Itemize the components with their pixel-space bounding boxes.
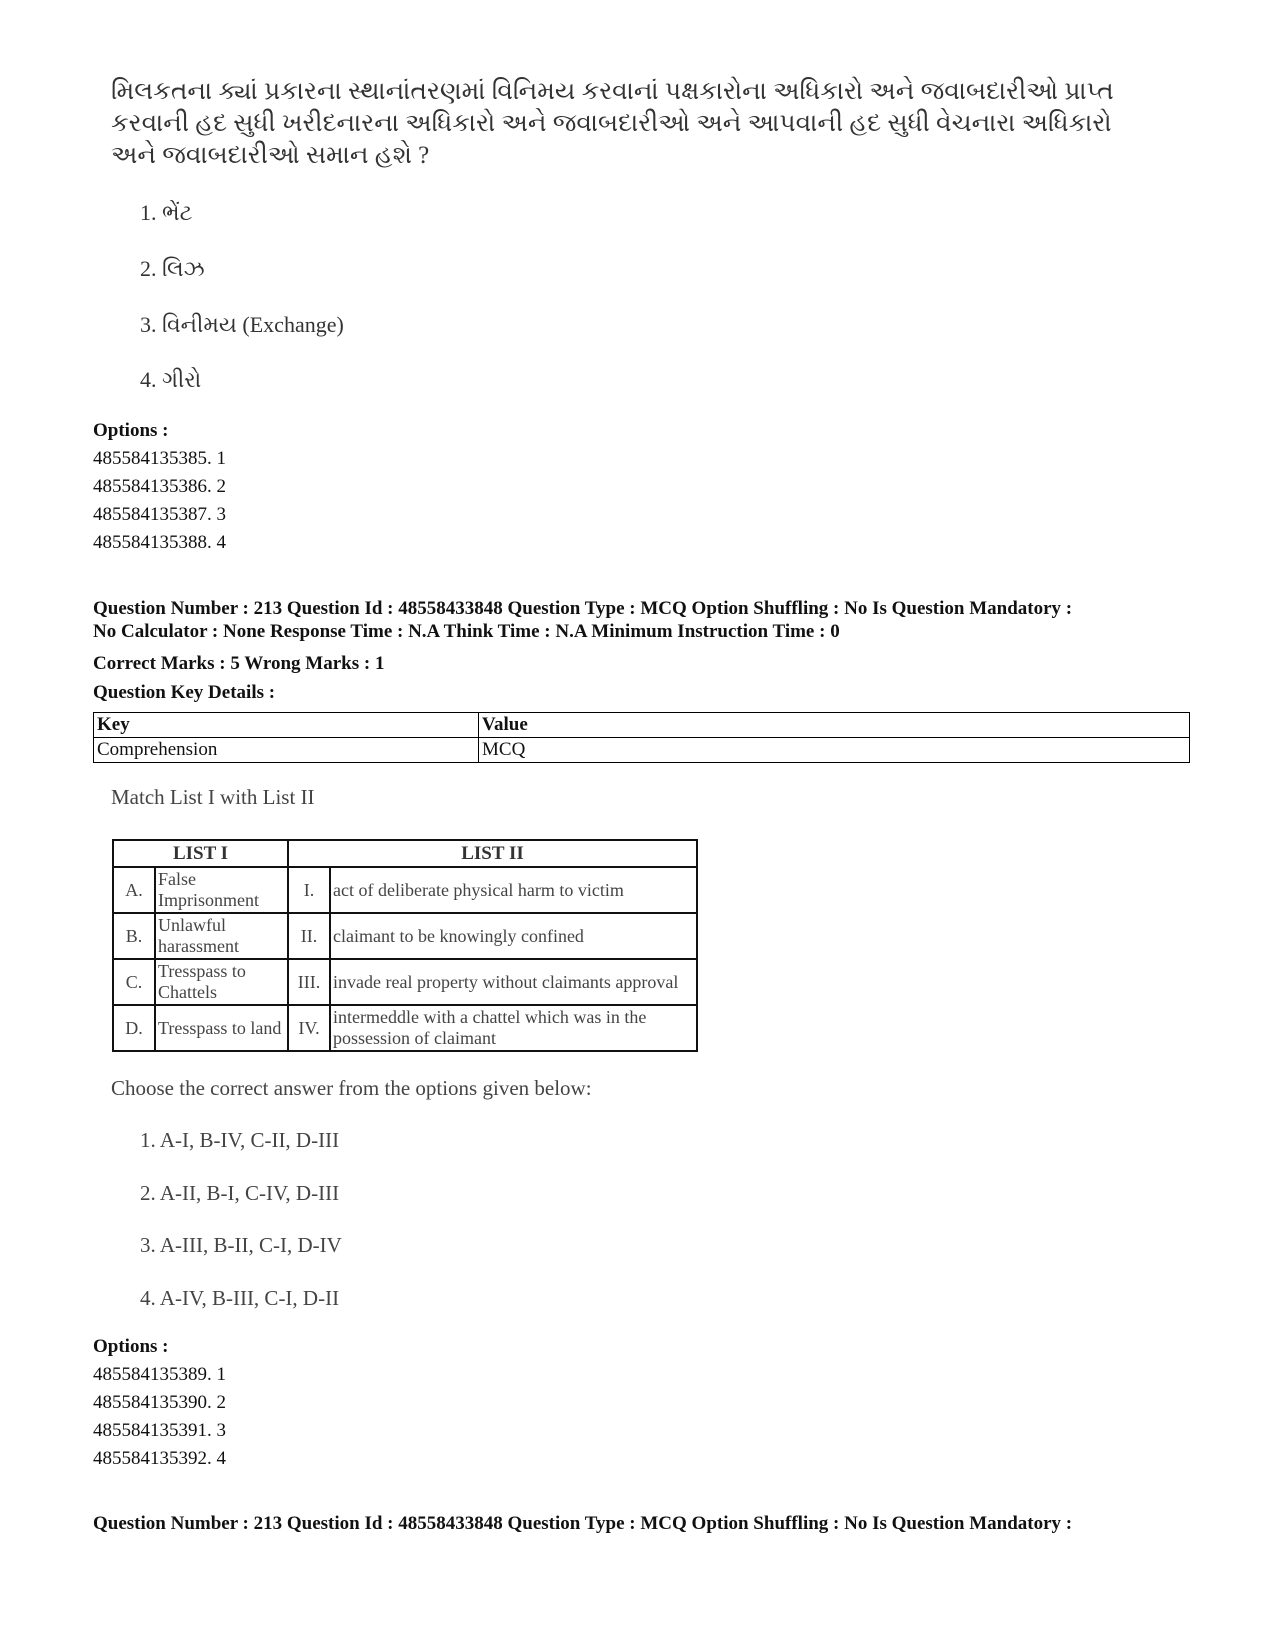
question-choice-3: 3. વિનીમય (Exchange) bbox=[140, 312, 344, 337]
match-letter: B. bbox=[113, 913, 155, 959]
match-desc: act of deliberate physical harm to victim bbox=[330, 867, 697, 913]
match-roman: I. bbox=[288, 867, 330, 913]
match-letter: D. bbox=[113, 1005, 155, 1051]
option-item: 485584135390. 2 bbox=[93, 1392, 226, 1413]
options-heading: Options : bbox=[93, 1336, 169, 1357]
list-one-header: LIST I bbox=[113, 840, 288, 867]
match-letter: A. bbox=[113, 867, 155, 913]
match-row bbox=[113, 959, 697, 1005]
question-choice-1: 1. ભેંટ bbox=[140, 200, 193, 225]
table-cell-key: Comprehension bbox=[94, 738, 479, 763]
option-item: 485584135392. 4 bbox=[93, 1448, 226, 1469]
match-item: False Imprisonment bbox=[155, 867, 288, 913]
option-item: 485584135388. 4 bbox=[93, 532, 226, 553]
match-table bbox=[112, 839, 698, 1052]
question-meta-line1: Question Number : 213 Question Id : 48558433848 Question Type : MCQ Option Shuffling : No Is Question Mandatory : bbox=[93, 598, 1073, 619]
match-item: Unlawful harassment bbox=[155, 913, 288, 959]
match-prompt: Match List I with List II bbox=[111, 785, 315, 809]
table-row bbox=[94, 738, 1190, 763]
match-choice-1: 1. A-I, B-IV, C-II, D-III bbox=[140, 1128, 340, 1152]
match-desc: intermeddle with a chattel which was in the possession of claimant bbox=[330, 1005, 697, 1051]
option-item: 485584135386. 2 bbox=[93, 476, 226, 497]
question-meta-line2: No Calculator : None Response Time : N.A Think Time : N.A Minimum Instruction Time : 0 bbox=[93, 621, 840, 642]
table-cell-value: MCQ bbox=[479, 738, 1190, 763]
match-row bbox=[113, 913, 697, 959]
question-meta-next: Question Number : 213 Question Id : 48558433848 Question Type : MCQ Option Shuffling : No Is Question Mandatory : bbox=[93, 1513, 1073, 1534]
question-meta bbox=[93, 597, 1203, 643]
options-heading: Options : bbox=[93, 420, 169, 441]
match-item: Tresspass to Chattels bbox=[155, 959, 288, 1005]
question-choice-2: 2. લિઝ bbox=[140, 256, 205, 281]
match-desc: claimant to be knowingly confined bbox=[330, 913, 697, 959]
question-text-gujarati: મિલકતના ક્યાં પ્રકારના સ્થાનાંતરણમાં વિનિમય કરવાનાં પક્ષકારોના અધિકારો અને જવાબદારીઓ પ્રાપ્ત કરવાની હદ સુધી ખરીદનારના અધિકારો અને જવાબદારીઓ અને આપવાની હદ સુધી વેચનારા અધિકારો અને જવાબદારીઓ સમાન હશે ? bbox=[111, 78, 1114, 169]
match-desc: invade real property without claimants approval bbox=[330, 959, 697, 1005]
option-item: 485584135387. 3 bbox=[93, 504, 226, 525]
match-choice-4: 4. A-IV, B-III, C-I, D-II bbox=[140, 1286, 340, 1310]
match-choice-3: 3. A-III, B-II, C-I, D-IV bbox=[140, 1233, 342, 1257]
key-value-table bbox=[93, 712, 1190, 763]
match-roman: II. bbox=[288, 913, 330, 959]
match-choice-2: 2. A-II, B-I, C-IV, D-III bbox=[140, 1181, 340, 1205]
option-item: 485584135389. 1 bbox=[93, 1364, 226, 1385]
match-roman: III. bbox=[288, 959, 330, 1005]
match-item: Tresspass to land bbox=[155, 1005, 288, 1051]
question-key-details: Question Key Details : bbox=[93, 682, 276, 703]
match-header-row bbox=[113, 840, 697, 867]
match-letter: C. bbox=[113, 959, 155, 1005]
match-roman: IV. bbox=[288, 1005, 330, 1051]
option-item: 485584135391. 3 bbox=[93, 1420, 226, 1441]
table-header-row bbox=[94, 713, 1190, 738]
list-two-header: LIST II bbox=[288, 840, 697, 867]
option-item: 485584135385. 1 bbox=[93, 448, 226, 469]
match-instruction: Choose the correct answer from the options given below: bbox=[111, 1076, 592, 1100]
question-marks: Correct Marks : 5 Wrong Marks : 1 bbox=[93, 653, 385, 674]
table-header-value: Value bbox=[479, 713, 1190, 738]
match-row bbox=[113, 867, 697, 913]
question-choice-4: 4. ગીરો bbox=[140, 367, 202, 392]
match-row bbox=[113, 1005, 697, 1051]
table-header-key: Key bbox=[94, 713, 479, 738]
